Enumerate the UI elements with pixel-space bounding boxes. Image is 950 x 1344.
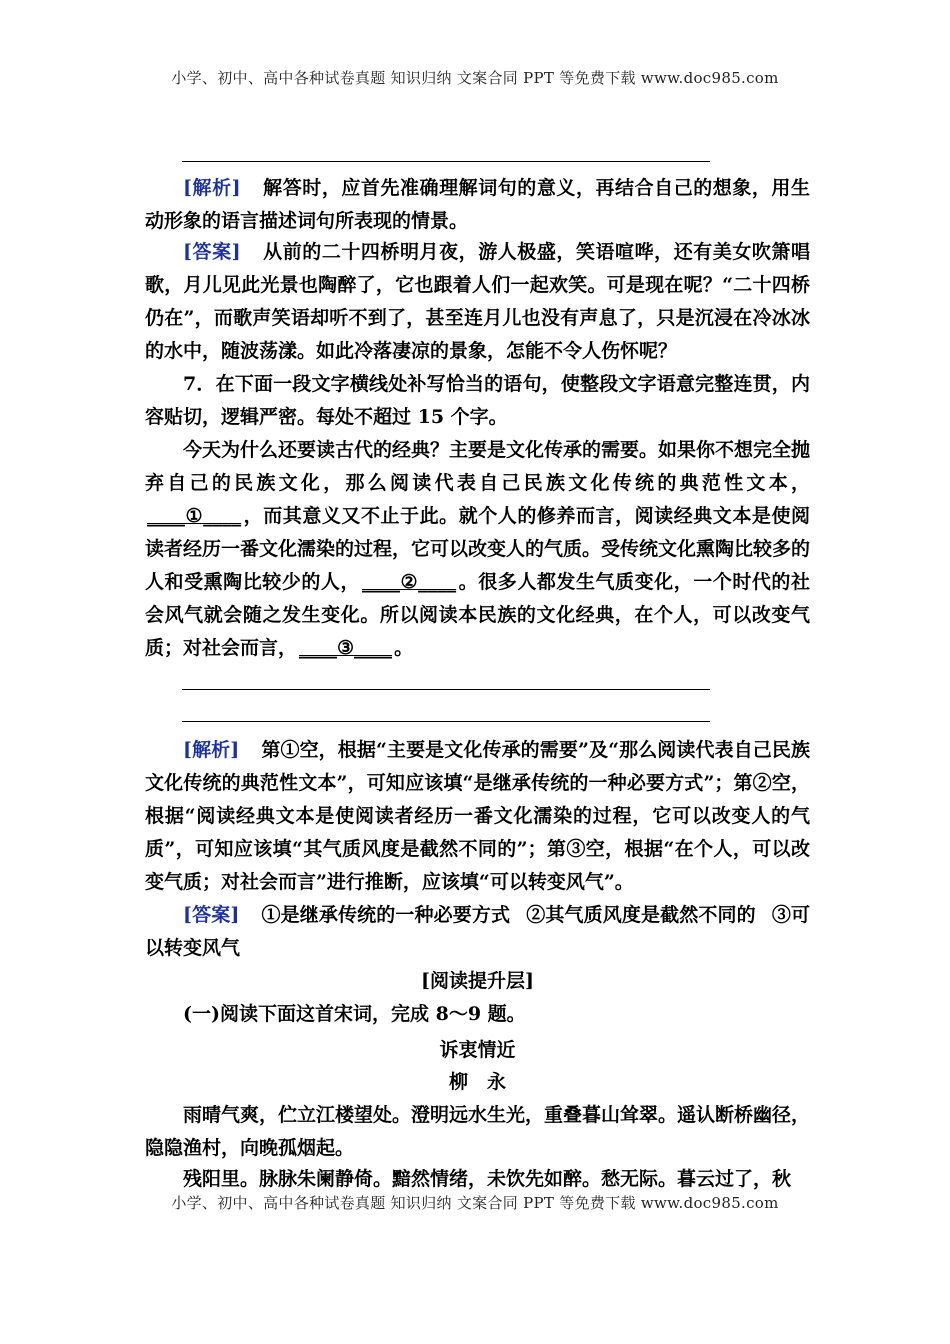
answer-line bbox=[182, 689, 710, 690]
q7-question: 7．在下面一段文字横线处补写恰当的语句，使整段文字语意完整连贯，内容贴切，逻辑严密。每处不超过 15 个字。 bbox=[145, 373, 810, 428]
poem-title: 诉衷情近 bbox=[439, 1039, 516, 1061]
q7-answer-2: ②其气质风度是截然不同的 bbox=[526, 904, 756, 926]
section-intro: (一)阅读下面这首宋词，完成 8～9 题。 bbox=[183, 1003, 526, 1025]
answer-tag: [答案] bbox=[183, 241, 241, 263]
page-header: 小学、初中、高中各种试卷真题 知识归纳 文案合同 PPT 等免费下载 www.doc985.com bbox=[171, 69, 779, 87]
q6-answer-text: 从前的二十四桥明月夜，游人极盛，笑语喧哗，还有美女吹箫唱歌，月儿见此光景也陶醉了，它也跟着人们一起欢笑。可是现在呢？“二十四桥仍在”，而歌声笑语却听不到了，甚至连月儿也没有声息了，只是沉浸在冷冰冰的水中，随波荡漾。如此冷落凄凉的景象，怎能不令人伤怀呢？ bbox=[145, 241, 810, 362]
analysis-tag: [解析] bbox=[183, 177, 241, 199]
answer-tag: [答案] bbox=[183, 904, 240, 926]
q7-answer bbox=[145, 899, 810, 965]
q7-passage-part-4: 。 bbox=[394, 637, 414, 659]
poem-stanza-2: 残阳里。脉脉朱阑静倚。黯然情绪，未饮先如醉。愁无际。暮云过了，秋 bbox=[183, 1168, 792, 1190]
q7-passage-part-3: 。很多人都发生气质变化，一个时代的社会风气就会随之发生变化。所以阅读本民族的文化经典，在个人，可以改变气质；对社会而言， bbox=[145, 571, 810, 659]
page-footer: 小学、初中、高中各种试卷真题 知识归纳 文案合同 PPT 等免费下载 www.doc985.com bbox=[171, 1194, 779, 1212]
answer-line bbox=[182, 161, 710, 162]
poem-author: 柳 永 bbox=[448, 1071, 506, 1093]
section-title: [阅读提升层] bbox=[421, 970, 534, 992]
q6-answer bbox=[145, 236, 810, 368]
q7-answer-3: ③可以转变风气 bbox=[145, 904, 810, 959]
blank-2[interactable]: ____②____ bbox=[362, 571, 457, 593]
answer-line bbox=[182, 721, 710, 722]
blank-1[interactable]: ____①____ bbox=[147, 505, 242, 527]
analysis-tag: [解析] bbox=[183, 739, 240, 761]
poem-stanza-1: 雨晴气爽，伫立江楼望处。澄明远水生光，重叠暮山耸翠。遥认断桥幽径，隐隐渔村，向晚孤烟起。 bbox=[145, 1104, 811, 1159]
blank-3[interactable]: ____③____ bbox=[299, 637, 393, 659]
q7-answer-1: ①是继承传统的一种必要方式 bbox=[261, 904, 511, 926]
q6-analysis-text: 解答时，应首先准确理解词句的意义，再结合自己的想象，用生动形象的语言描述词句所表现的情景。 bbox=[145, 177, 810, 232]
q7-analysis bbox=[145, 734, 810, 899]
q7-analysis-text: 第①空，根据“主要是文化传承的需要”及“那么阅读代表自己民族文化传统的典范性文本”，可知应该填“是继承传统的一种必要方式”；第②空，根据“阅读经典文本是使阅读者经历一番文化濡染的过程，它可以改变人的气质”，可知应该填“其气质风度是截然不同的”；第③空，根据“在个人，可以改变气质；对社会而言”进行推断，应该填“可以转变风气”。 bbox=[145, 739, 810, 893]
q7-passage bbox=[145, 434, 810, 665]
q7-passage-part-1: 今天为什么还要读古代的经典？主要是文化传承的需要。如果你不想完全抛弃自己的民族文化，那么阅读代表自己民族文化传统的典范性文本， bbox=[145, 439, 811, 494]
q7-passage-part-2: ，而其意义又不止于此。就个人的修养而言，阅读经典文本是使阅读者经历一番文化濡染的过程，它可以改变人的气质。受传统文化熏陶比较多的人和受熏陶比较少的人， bbox=[145, 505, 811, 593]
q6-analysis bbox=[145, 172, 810, 238]
